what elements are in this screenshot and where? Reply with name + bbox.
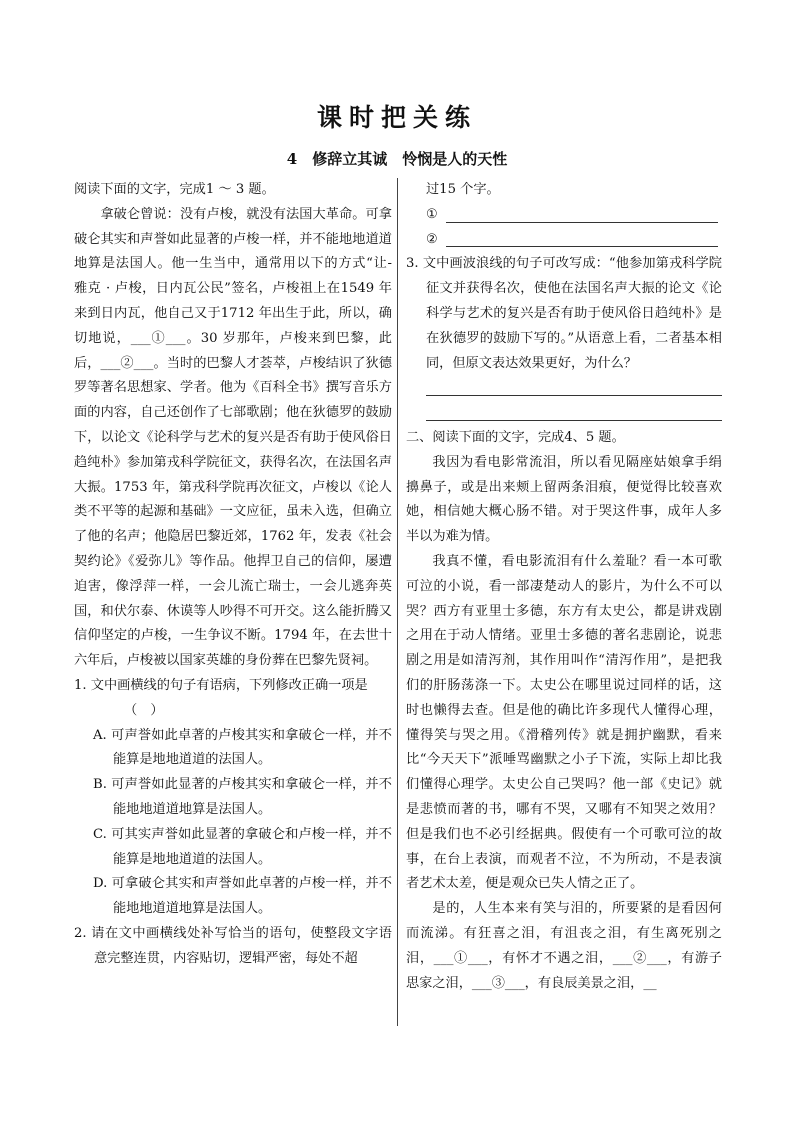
lesson-subtitle: 4 修辞立其诚 怜悯是人的天性 [286,150,508,168]
option-b: B. 可声誉如此显著的卢梭其实和拿破仑一样，并不能地地道道地算是法国人。 [93,777,392,817]
answer-rule [446,222,718,223]
column-divider [397,178,398,1026]
answer-line-3b[interactable] [426,401,722,426]
answer-line-3a[interactable] [426,376,722,401]
option-c: C. 可其实声誉如此显著的拿破仑和卢梭一样，并不能算是地地道道的法国人。 [93,826,392,867]
right-column [406,178,722,996]
answer-rule [426,395,722,396]
answer-line-1[interactable] [426,203,722,228]
section-1-intro: 阅读下面的文字，完成1 ～ 3 题。 [74,182,275,197]
essay-paragraph-3: 是的，人生本来有笑与泪的，所要紧的是看因何而流涕。有狂喜之泪，有沮丧之泪，有生离死别之泪，___①___，有怀才不遇之泪，___②___，有游子思家之泪，___③___，有良辰美景之泪，__ [406,901,722,991]
question-2: 2. 请在文中画横线处补写恰当的语句，使整段文字语意完整连贯，内容贴切，逻辑严密，每处不超 [74,925,392,966]
answer-line-2[interactable] [426,228,722,253]
option-d: D. 可拿破仑其实和声誉如此卓著的卢梭一样，并不能地地道道地算是法国人。 [93,876,392,917]
left-column [74,178,392,972]
question-1: 1. 文中画横线的句子有语病，下列修改正确一项是 [74,677,368,693]
question-1-answer-bracket: （ ） [124,702,164,718]
essay-paragraph-2: 我真不懂，看电影流泪有什么羞耻？看一本可歌可泣的小说，看一部凄楚动人的影片，为什么不可以哭？西方有亚里士多德，东方有太史公，都是讲戏剧之用在于动人情绪。亚里士多德的著名悲剧论，说悲剧之用是如清泻剂，其作用叫作“清泻作用”，是把我们的肝肠荡涤一下。太史公在哪里说过同样的话，这时也懒得去查。但是他的确比许多现代人懂得心理，懂得笑与哭之用。《滑稽列传》就是拥护幽默，看来比“今天天下”派唾骂幽默之小子下流，实际上却比我们懂得心理学。太史公自己哭吗？他一部《史记》就是悲愤而著的书，哪有不哭，又哪有不知哭之效用？但是我们也不必引经据典。假使有一个可歌可泣的故事，在台上表演，而观者不泣，不为所动，不是表演者艺术太差，便是观众已失人情之正了。 [406,553,722,892]
section-2-intro: 二、阅读下面的文字，完成4、5 题。 [406,429,625,445]
rousseau-passage: 拿破仑曾说：没有卢梭，就没有法国大革命。可拿破仑其实和声誉如此显著的卢梭一样，并不能地地道道地算是法国人。他一生当中，通常用以下的方式“让- 雅克 · 卢梭，日内瓦公民”签名，卢梭祖上在1549 年来到日内瓦，他自己又于1712 年出生于此，所以，确切地说，___①___。30 岁那年，卢梭来到巴黎，此后，___②___。当时的巴黎人才荟萃，卢梭结识了狄德罗等著名思想家、学者。他为《百科全书》撰写音乐方面的内容，自己还创作了七部歌剧；他在狄德罗的鼓励下，以论文《论科学与艺术的复兴是否有助于使风俗日趋纯朴》参加第戎科学院征文，获得名次，在法国名声大振。1753 年，第戎科学院再次征文，卢梭以《论人类不平等的起源和基础》一文应征，虽未入选，但确立了他的名声；他隐居巴黎近郊，1762 年，发表《社会契约论》《爱弥儿》等作品。他捍卫自己的信仰，屡遭迫害，像浮萍一样，一会儿流亡瑞士，一会儿逃奔英国，和伏尔泰、休谟等人吵得不可开交。这么能折腾又信仰坚定的卢梭，一生争议不断。1794 年，在去世十六年后，卢梭被以国家英雄的身份葬在巴黎先贤祠。 [74,206,392,669]
blank-marker: ① [426,206,438,222]
question-3: 3. 文中画波浪线的句子可改写成：“他参加第戎科学院征文并获得名次，使他在法国名声大振的论文《论科学与艺术的复兴是否有助于使风俗日趋纯朴》是在狄德罗的鼓励下写的。”从语意上看，二者基本相同，但原文表达效果更好，为什么？ [406,256,722,371]
option-a: A. 可声誉如此卓著的卢梭其实和拿破仑一样，并不能算是地地道道的法国人。 [93,727,392,768]
blank-marker: ② [426,231,438,247]
page-title: 课时把关练 [316,103,477,132]
essay-paragraph-1: 我因为看电影常流泪，所以看见隔座姑娘拿手绢擤鼻子，或是出来颊上留两条泪痕，便觉得比较喜欢她，相信她大概心肠不错。对于哭这件事，成年人多半以为难为情。 [406,454,722,545]
answer-rule [426,420,722,421]
answer-rule [446,246,718,247]
question-2-continued: 过15 个字。 [426,182,500,197]
